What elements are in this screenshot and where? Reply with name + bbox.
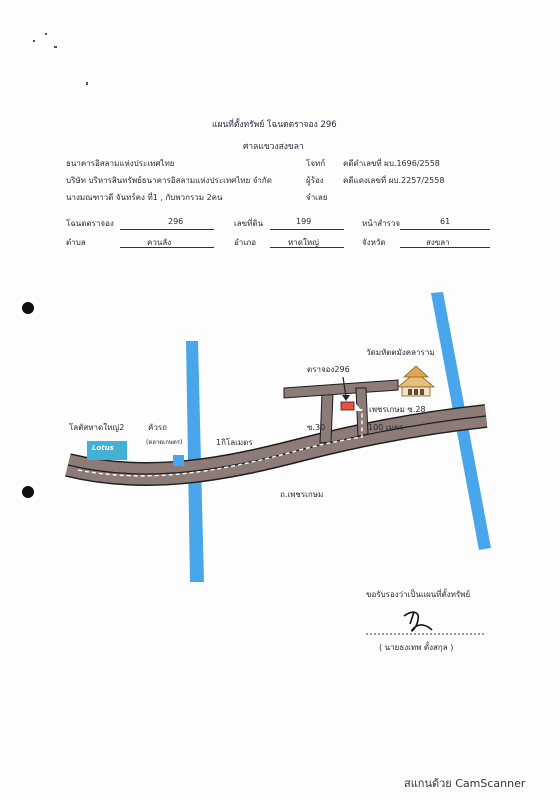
deed-marker-label: ตราจอง296 (307, 365, 350, 374)
deed-value: 296 (168, 217, 184, 226)
red-case-number: คดีแดงเลขที่ ผบ.2257/2558 (343, 176, 445, 185)
tuarak-marker (173, 455, 184, 466)
tuarak-sub-label: (ตลาดเกษตร) (146, 439, 183, 446)
camscanner-watermark: สแกนด้วย CamScanner (404, 777, 526, 790)
temple-icon (398, 366, 434, 396)
deed-label: โฉนดตราจอง (66, 219, 114, 228)
black-case-number: คดีดำเลขที่ ผบ.1696/2558 (343, 159, 440, 168)
soi-28-label: เพชรเกษม ซ.28 (369, 405, 426, 414)
survey-label: หน้าสำรวจ (362, 219, 401, 228)
signature (404, 612, 432, 631)
plaintiff-1: ธนาคารอิสลามแห่งประเทศไทย (66, 159, 175, 168)
province-value: สงขลา (426, 238, 450, 247)
temple-label: วัดมหัตตมังคลาราม (366, 348, 435, 357)
subdistrict-label: ตำบล (66, 238, 86, 247)
soi-30-road (320, 394, 333, 443)
property-marker (341, 402, 354, 410)
defendant-name: นางมณฑาวดี จันทร์คง ที่1 , กับพวกรวม 2คน (66, 193, 223, 202)
distance-100m-label: 100 เมตร (368, 423, 404, 432)
court-name: ศาลแขวงสงขลา (243, 142, 304, 152)
province-label: จังหวัด (362, 238, 386, 247)
subdistrict-value: ควนลัง (147, 238, 172, 247)
role-transferee: ผู้ร้อง (306, 176, 324, 185)
soi-30-label: ซ.30 (307, 423, 326, 432)
signer-name: ( นายธงเทพ ตั้งสกุล ) (379, 643, 454, 652)
distance-1km-label: 1กิโลเมตร (216, 438, 253, 447)
land-no-value: 199 (296, 217, 312, 226)
plaintiff-2: บริษัท บริหารสินทรัพย์ธนาคารอิสลามแห่งประเทศไทย จำกัด (66, 176, 272, 185)
connector-road (284, 380, 398, 398)
document-title: แผนที่ตั้งทรัพย์ โฉนดตราจอง 296 (212, 120, 337, 130)
survey-value: 61 (440, 217, 451, 226)
lotus-logo: Lotus (92, 444, 114, 452)
district-label: อำเภอ (234, 238, 257, 247)
land-no-label: เลขที่ดิน (234, 219, 264, 228)
role-plaintiff: โจทก์ (306, 159, 326, 168)
road-name-label: ถ.เพชรเกษม (280, 490, 324, 499)
certification-statement: ขอรับรองว่าเป็นแผนที่ตั้งทรัพย์ (366, 590, 471, 599)
marker-pointer-head (342, 395, 350, 401)
role-defendant: จำเลย (306, 193, 328, 202)
tuarak-label: คัวรถ (148, 423, 167, 432)
district-value: หาดใหญ่ (288, 238, 319, 247)
lotus-store-label: โลตัสหาดใหญ่2 (69, 423, 125, 432)
